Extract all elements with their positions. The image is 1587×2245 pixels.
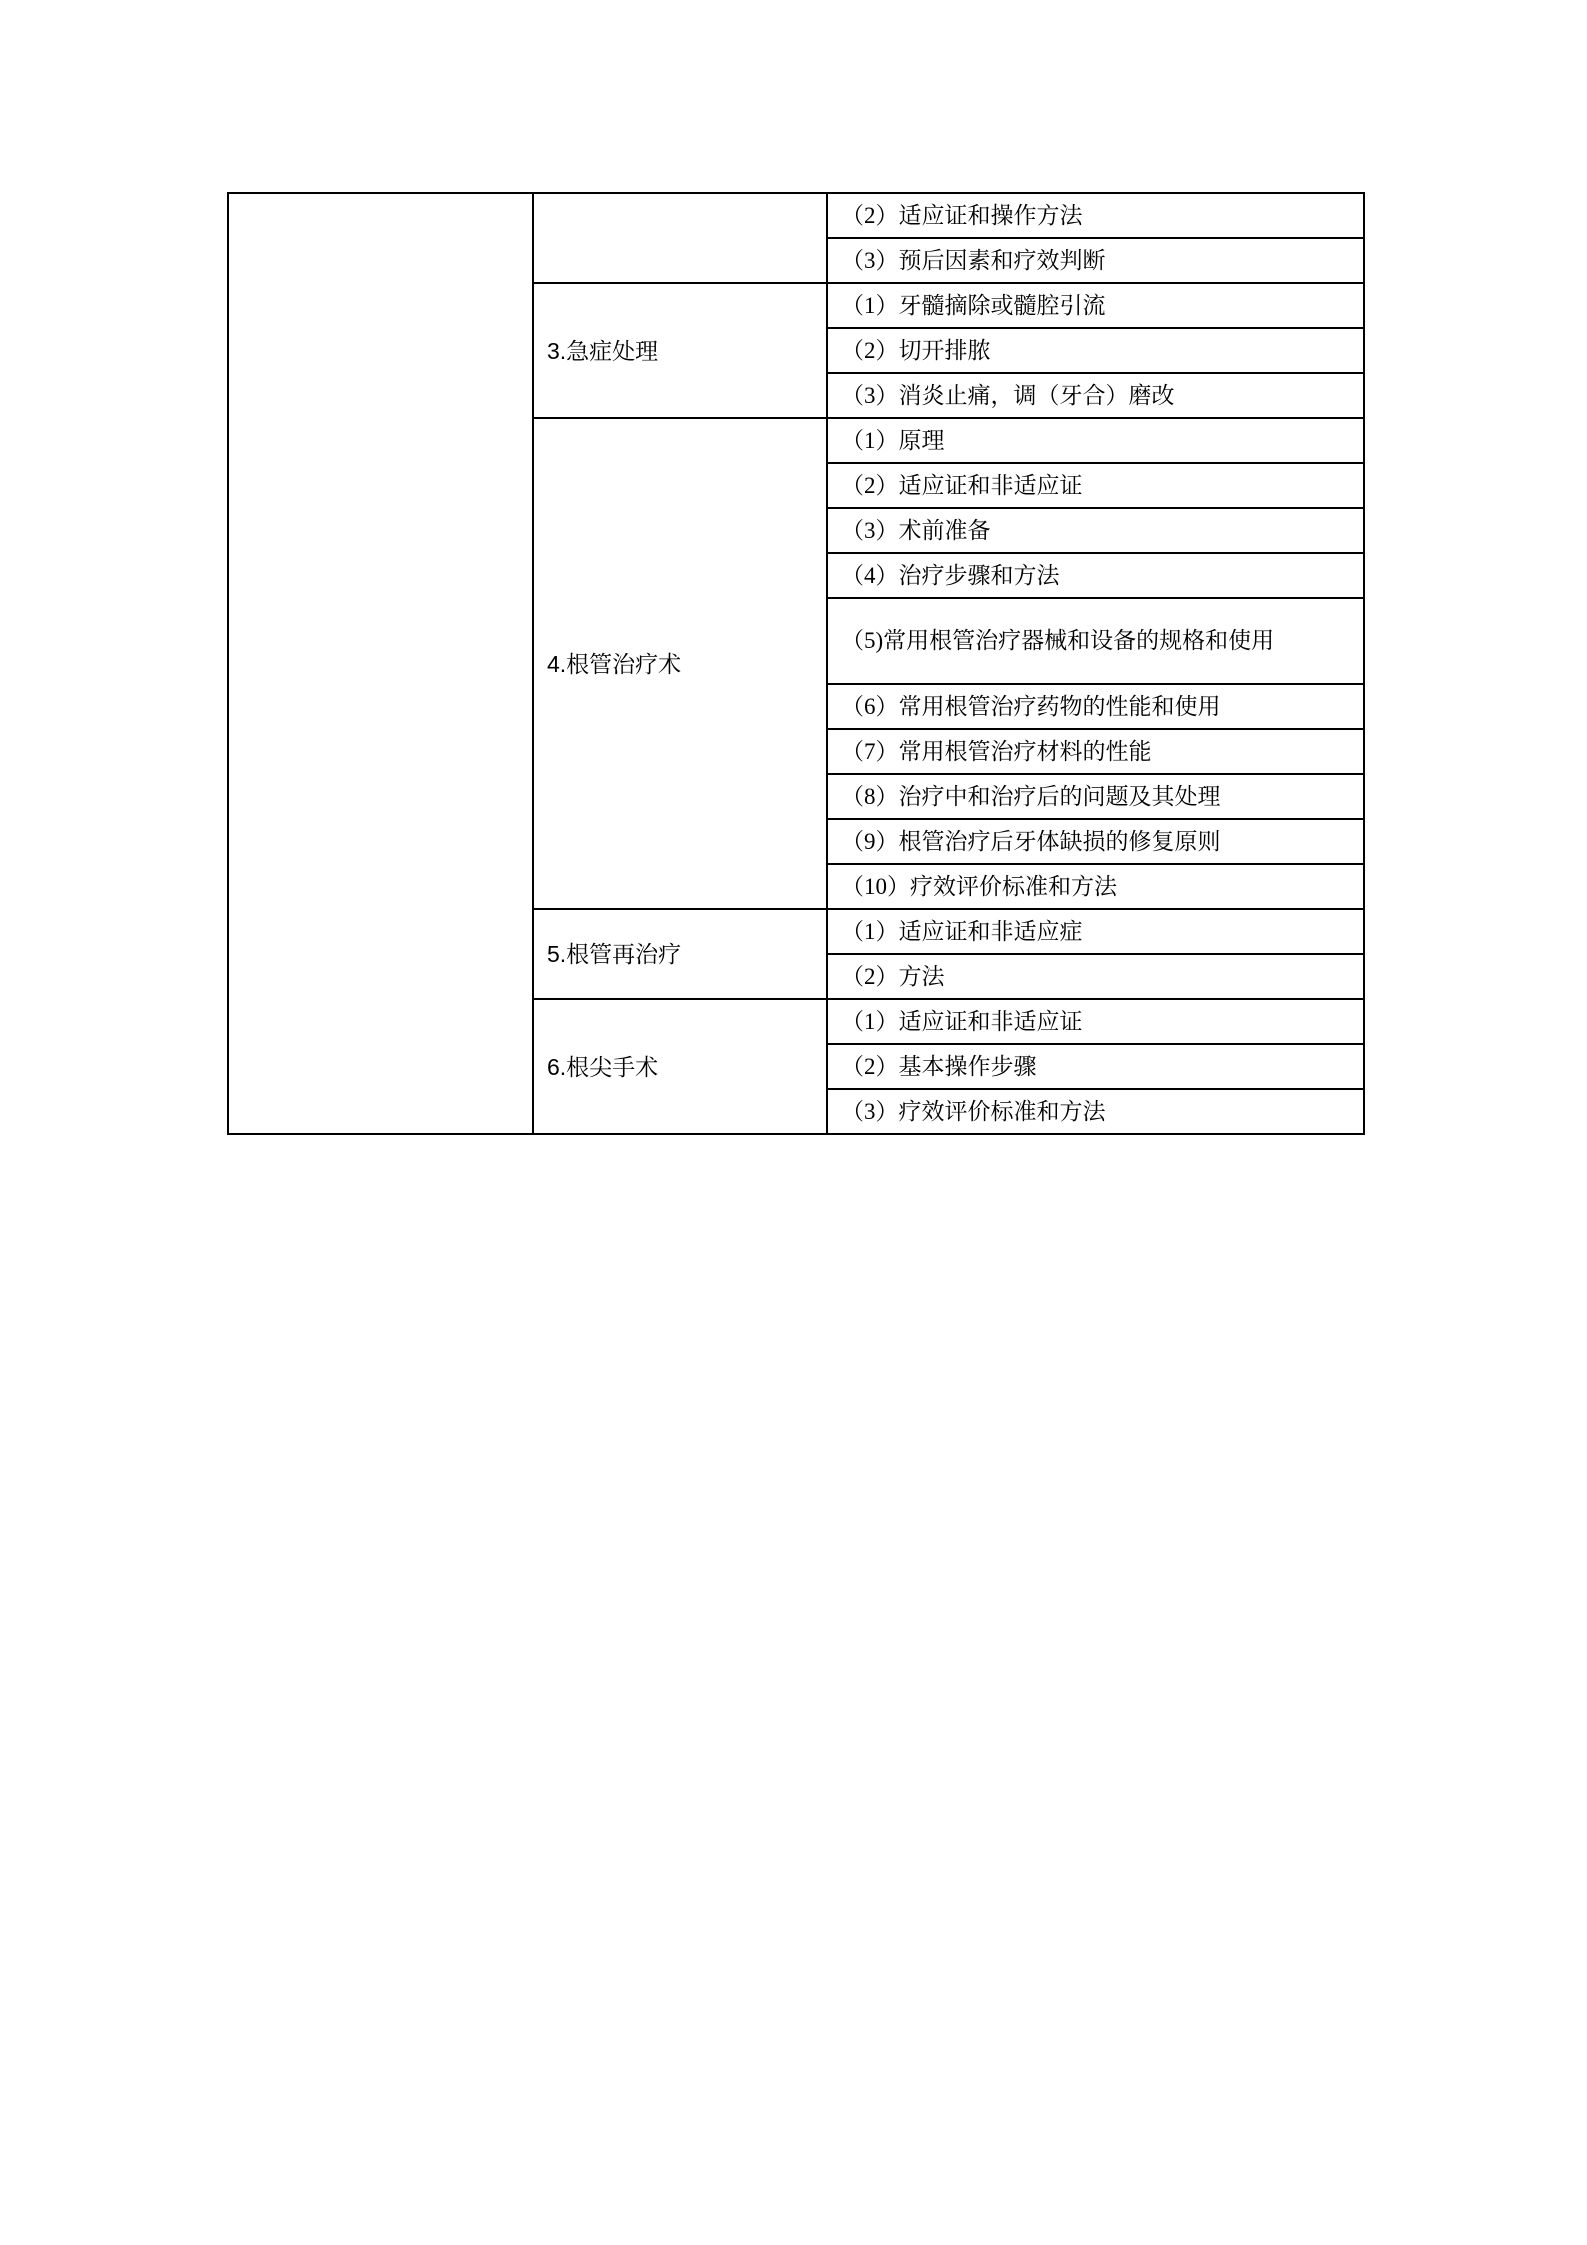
section-label-cell: 4.根管治疗术 [533, 418, 827, 909]
item-cell: （4）治疗步骤和方法 [827, 553, 1364, 598]
left-spanner-cell [228, 193, 533, 1134]
table-row [228, 193, 1364, 238]
item-cell: （1）牙髓摘除或髓腔引流 [827, 283, 1364, 328]
item-cell: （6）常用根管治疗药物的性能和使用 [827, 684, 1364, 729]
item-cell: （1）原理 [827, 418, 1364, 463]
item-cell: （3）消炎止痛，调（牙合）磨改 [827, 373, 1364, 418]
item-cell: （3）预后因素和疗效判断 [827, 238, 1364, 283]
item-cell: （10）疗效评价标准和方法 [827, 864, 1364, 909]
item-cell: （1）适应证和非适应症 [827, 909, 1364, 954]
item-cell: （2）方法 [827, 954, 1364, 999]
item-cell: （7）常用根管治疗材料的性能 [827, 729, 1364, 774]
item-cell: （1）适应证和非适应证 [827, 999, 1364, 1044]
item-cell: （8）治疗中和治疗后的问题及其处理 [827, 774, 1364, 819]
item-cell: （2）适应证和操作方法 [827, 193, 1364, 238]
section-label-cell [533, 193, 827, 283]
item-cell: （3）疗效评价标准和方法 [827, 1089, 1364, 1134]
section-label-cell: 5.根管再治疗 [533, 909, 827, 999]
item-cell: （2）基本操作步骤 [827, 1044, 1364, 1089]
item-cell: （9）根管治疗后牙体缺损的修复原则 [827, 819, 1364, 864]
item-cell: （5)常用根管治疗器械和设备的规格和使用 [827, 598, 1364, 684]
syllabus-table [227, 192, 1365, 1135]
item-cell: （2）切开排脓 [827, 328, 1364, 373]
item-cell: （2）适应证和非适应证 [827, 463, 1364, 508]
item-cell: （3）术前准备 [827, 508, 1364, 553]
section-label-cell: 3.急症处理 [533, 283, 827, 418]
section-label-cell: 6.根尖手术 [533, 999, 827, 1134]
